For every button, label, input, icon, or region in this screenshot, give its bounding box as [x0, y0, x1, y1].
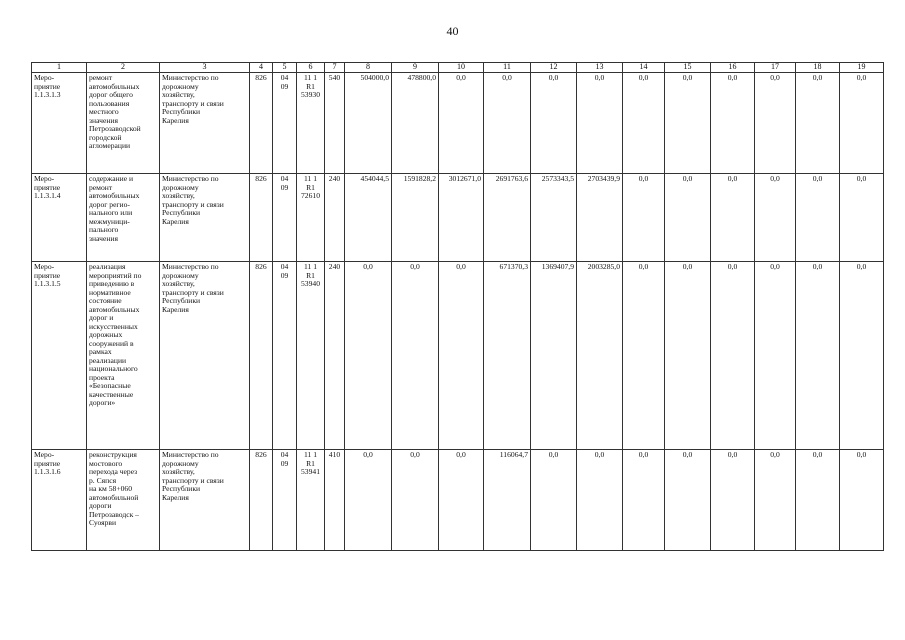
amount-cell: 0,0: [363, 450, 373, 459]
amount-cell: 504000,0: [360, 73, 389, 82]
target-article-code: 11 1 R1 53930: [301, 73, 320, 99]
amount-cell: 671370,3: [499, 262, 528, 271]
column-header: 4: [250, 63, 273, 73]
amount-cell: 0,0: [410, 262, 420, 271]
amount-cell: 0,0: [548, 450, 559, 459]
amount-cell: 0,0: [856, 174, 867, 183]
ministry-code: 826: [255, 262, 267, 271]
section-code: 04 09: [280, 262, 289, 280]
amount-cell: 0,0: [727, 174, 738, 183]
measure-description: реконструкция мостового перехода через р. Сяпся на км 58+060 автомобильной дороги Петрозаводск – Суоярви: [89, 450, 139, 527]
amount-cell: 0,0: [502, 73, 512, 82]
amount-cell: 0,0: [727, 73, 738, 82]
amount-cell: 0,0: [638, 450, 649, 459]
target-article-code: 11 1 R1 53941: [301, 450, 320, 476]
responsible-executor: Министерство по дорожному хозяйству, транспорту и связи Республики Карелия: [162, 262, 224, 314]
expense-type-code: 540: [328, 73, 341, 82]
amount-cell: 478800,0: [407, 73, 436, 82]
table-row: [32, 262, 884, 450]
amount-cell: 0,0: [812, 73, 823, 82]
amount-cell: 0,0: [727, 450, 738, 459]
amount-cell: 2003285,0: [587, 262, 620, 271]
amount-cell: 0,0: [856, 73, 867, 82]
measure-description: содержание и ремонт автомобильных дорог регио- нального или межмуници- пального значения: [89, 174, 140, 243]
amount-cell: 0,0: [682, 174, 693, 183]
measure-description: реализация мероприятий по приведению в нормативное состояние автомобильных дорог и искусственных дорожных сооружений в рамках реализации национального проекта «Безопасные качественные дороги»: [89, 262, 142, 407]
amount-cell: 0,0: [638, 262, 649, 271]
section-code: 04 09: [280, 73, 289, 91]
amount-cell: 2703439,9: [587, 174, 620, 183]
responsible-executor: Министерство по дорожному хозяйству, транспорту и связи Республики Карелия: [162, 450, 224, 502]
measure-id: Меро- приятие 1.1.3.1.5: [34, 262, 61, 288]
column-header: 8: [345, 63, 392, 73]
expense-type-code: 240: [328, 262, 341, 271]
amount-cell: 1591828,2: [403, 174, 436, 183]
amount-cell: 0,0: [682, 450, 693, 459]
amount-cell: 0,0: [638, 174, 649, 183]
column-header: 12: [531, 63, 577, 73]
measure-id: Меро- приятие 1.1.3.1.4: [34, 174, 61, 200]
column-header: 7: [325, 63, 345, 73]
ministry-code: 826: [255, 174, 267, 183]
amount-cell: 0,0: [682, 73, 693, 82]
column-header: 11: [484, 63, 531, 73]
measure-description: ремонт автомобильных дорог общего пользования местного значения Петрозаводской городской агломерации: [89, 73, 141, 150]
responsible-executor: Министерство по дорожному хозяйству, транспорту и связи Республики Карелия: [162, 174, 224, 226]
measure-id: Меро- приятие 1.1.3.1.3: [34, 73, 61, 99]
amount-cell: 0,0: [456, 73, 466, 82]
amount-cell: 0,0: [812, 450, 823, 459]
amount-cell: 0,0: [856, 262, 867, 271]
amount-cell: 0,0: [770, 73, 780, 82]
amount-cell: 0,0: [456, 262, 466, 271]
target-article-code: 11 1 R1 53940: [301, 262, 320, 288]
table-row: [32, 73, 884, 174]
column-header: 13: [577, 63, 623, 73]
header-row: [32, 63, 884, 73]
amount-cell: 454044,5: [360, 174, 389, 183]
section-code: 04 09: [280, 174, 289, 192]
table-row: [32, 174, 884, 262]
amount-cell: 0,0: [548, 73, 559, 82]
amount-cell: 0,0: [594, 73, 605, 82]
column-header: 14: [623, 63, 665, 73]
amount-cell: 0,0: [410, 450, 420, 459]
column-header: 2: [87, 63, 160, 73]
column-header: 5: [273, 63, 297, 73]
amount-cell: 116064,7: [499, 450, 528, 459]
responsible-executor: Министерство по дорожному хозяйству, транспорту и связи Республики Карелия: [162, 73, 224, 125]
amount-cell: 0,0: [456, 450, 466, 459]
amount-cell: 0,0: [770, 174, 780, 183]
amount-cell: 0,0: [363, 262, 373, 271]
column-header: 19: [840, 63, 884, 73]
table-row: [32, 450, 884, 551]
column-header: 16: [711, 63, 755, 73]
amount-cell: 0,0: [594, 450, 605, 459]
amount-cell: 0,0: [856, 450, 867, 459]
ministry-code: 826: [255, 73, 267, 82]
column-header: 10: [439, 63, 484, 73]
amount-cell: 0,0: [727, 262, 738, 271]
column-header: 15: [665, 63, 711, 73]
amount-cell: 1369407,9: [541, 262, 574, 271]
column-header: 18: [796, 63, 840, 73]
ministry-code: 826: [255, 450, 267, 459]
amount-cell: 2691763,6: [495, 174, 528, 183]
measure-id: Меро- приятие 1.1.3.1.6: [34, 450, 61, 476]
page-number: 40: [446, 24, 459, 38]
amount-cell: 0,0: [770, 262, 780, 271]
amount-cell: 0,0: [770, 450, 780, 459]
expense-type-code: 410: [328, 450, 341, 459]
section-code: 04 09: [280, 450, 289, 468]
program-table: [31, 62, 884, 551]
column-header: 9: [392, 63, 439, 73]
column-header: 17: [755, 63, 796, 73]
amount-cell: 0,0: [812, 174, 823, 183]
amount-cell: 2573343,5: [541, 174, 574, 183]
target-article-code: 11 1 R1 72610: [301, 174, 320, 200]
amount-cell: 0,0: [638, 73, 649, 82]
column-header: 6: [297, 63, 325, 73]
amount-cell: 0,0: [812, 262, 823, 271]
column-header: 1: [32, 63, 87, 73]
column-header: 3: [160, 63, 250, 73]
amount-cell: 3012671,0: [448, 174, 481, 183]
amount-cell: 0,0: [682, 262, 693, 271]
expense-type-code: 240: [328, 174, 341, 183]
